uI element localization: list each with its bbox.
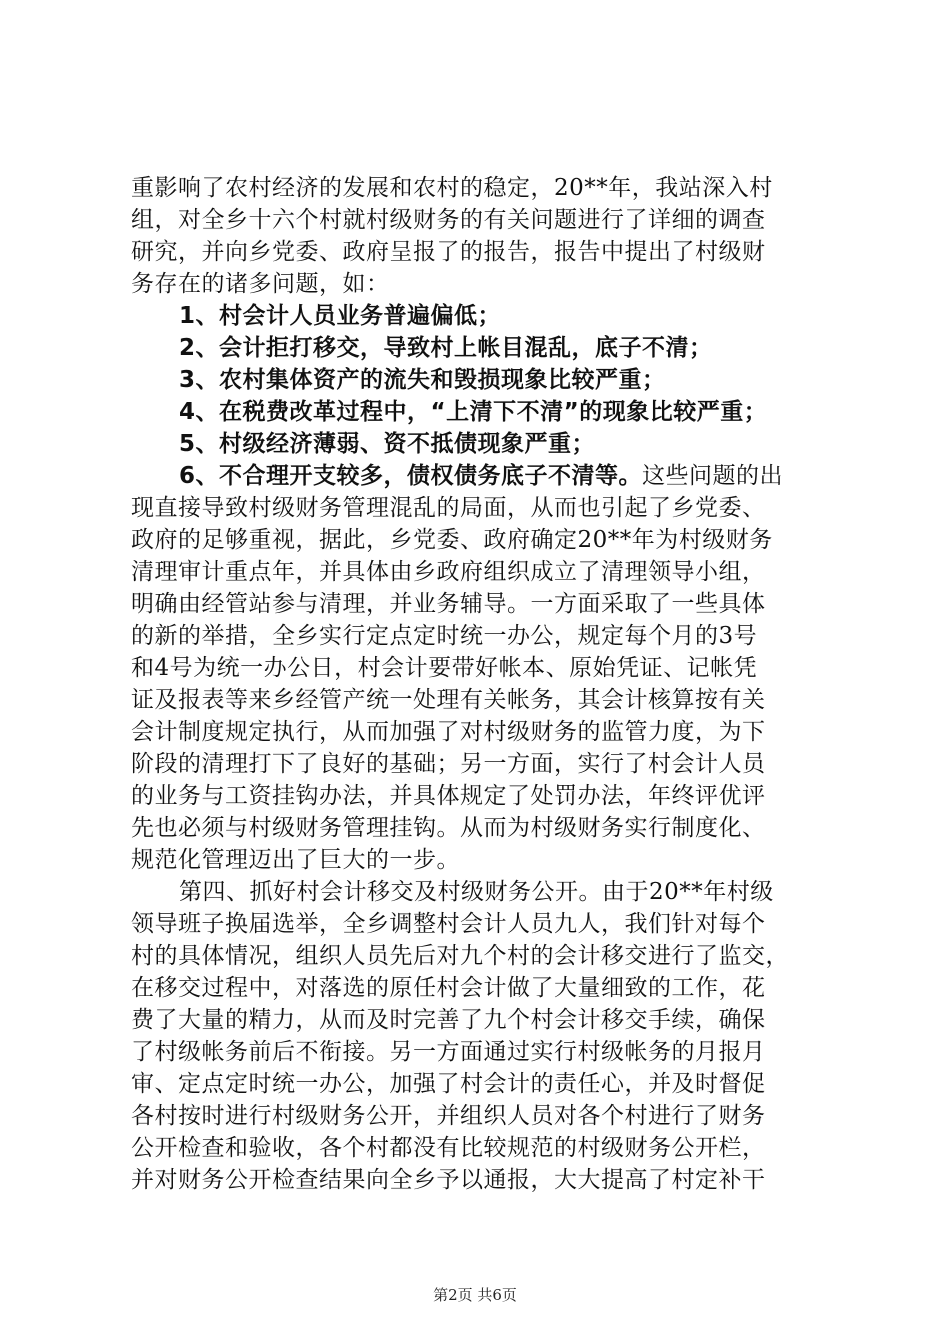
text-line bbox=[131, 268, 821, 300]
list-item-text: 6、不合理开支较多，债权债务底子不清等。 bbox=[179, 463, 643, 489]
text-line bbox=[131, 684, 821, 716]
paragraph-text: 的业务与工资挂钩办法，并具体规定了处罚办法，年终评优评 bbox=[131, 783, 766, 809]
list-item-text: 5、村级经济薄弱、资不抵债现象严重； bbox=[179, 431, 596, 457]
text-line bbox=[131, 172, 821, 204]
text-line bbox=[131, 972, 821, 1004]
text-line bbox=[131, 492, 821, 524]
text-line bbox=[131, 620, 821, 652]
paragraph-text: 明确由经管站参与清理，并业务辅导。一方面采取了一些具体 bbox=[131, 591, 766, 617]
text-line bbox=[131, 1100, 821, 1132]
text-line bbox=[131, 460, 821, 492]
text-line bbox=[131, 940, 821, 972]
paragraph-text: 村的具体情况，组织人员先后对九个村的会计移交进行了监交， bbox=[131, 943, 789, 969]
text-line bbox=[131, 748, 821, 780]
paragraph-text: 这些问题的出 bbox=[642, 463, 784, 489]
text-line bbox=[131, 876, 821, 908]
text-line bbox=[131, 588, 821, 620]
paragraph-text: 领导班子换届选举，全乡调整村会计人员九人，我们针对每个 bbox=[131, 911, 766, 937]
paragraph-text: 的新的举措，全乡实行定点定时统一办公，规定每个月的3号 bbox=[131, 623, 758, 649]
paragraph-text: 会计制度规定执行，从而加强了对村级财务的监管力度，为下 bbox=[131, 719, 766, 745]
list-item-text: 4、在税费改革过程中，“上清下不清”的现象比较严重； bbox=[179, 399, 768, 425]
text-line bbox=[131, 332, 821, 364]
list-item-text: 3、农村集体资产的流失和毁损现象比较严重； bbox=[179, 367, 666, 393]
paragraph-text: 清理审计重点年，并具体由乡政府组织成立了清理领导小组， bbox=[131, 559, 766, 585]
paragraph-text: 现直接导致村级财务管理混乱的局面，从而也引起了乡党委、 bbox=[131, 495, 766, 521]
paragraph-text: 研究，并向乡党委、政府呈报了的报告，报告中提出了村级财 bbox=[131, 239, 766, 265]
paragraph-text: 审、定点定时统一办公，加强了村会计的责任心，并及时督促 bbox=[131, 1071, 766, 1097]
paragraph-text: 公开检查和验收，各个村都没有比较规范的村级财务公开栏， bbox=[131, 1135, 766, 1161]
text-line bbox=[131, 1132, 821, 1164]
paragraph-text: 了村级帐务前后不衔接。另一方面通过实行村级帐务的月报月 bbox=[131, 1039, 766, 1065]
text-line bbox=[131, 908, 821, 940]
text-line bbox=[131, 300, 821, 332]
paragraph-text: 和4号为统一办公日，村会计要带好帐本、原始凭证、记帐凭 bbox=[131, 655, 758, 681]
paragraph-text: 各村按时进行村级财务公开，并组织人员对各个村进行了财务 bbox=[131, 1103, 766, 1129]
paragraph-text: 证及报表等来乡经管产统一处理有关帐务，其会计核算按有关 bbox=[131, 687, 766, 713]
paragraph-text: 第四、抓好村会计移交及村级财务公开。由于20**年村级 bbox=[179, 879, 774, 905]
text-line bbox=[131, 204, 821, 236]
paragraph-text: 在移交过程中，对落选的原任村会计做了大量细致的工作，花 bbox=[131, 975, 766, 1001]
text-line bbox=[131, 396, 821, 428]
text-line bbox=[131, 1164, 821, 1196]
paragraph-text: 组，对全乡十六个村就村级财务的有关问题进行了详细的调查 bbox=[131, 207, 766, 233]
text-line bbox=[131, 524, 821, 556]
text-line bbox=[131, 812, 821, 844]
text-line bbox=[131, 1004, 821, 1036]
text-line bbox=[131, 780, 821, 812]
text-line bbox=[131, 844, 821, 876]
text-line bbox=[131, 1068, 821, 1100]
list-item-text: 2、会计拒打移交，导致村上帐目混乱，底子不清； bbox=[179, 335, 713, 361]
paragraph-text: 阶段的清理打下了良好的基础；另一方面，实行了村会计人员 bbox=[131, 751, 766, 777]
paragraph-text: 务存在的诸多问题，如： bbox=[131, 271, 390, 297]
text-line bbox=[131, 652, 821, 684]
text-line bbox=[131, 716, 821, 748]
paragraph-text: 费了大量的精力，从而及时完善了九个村会计移交手续，确保 bbox=[131, 1007, 766, 1033]
paragraph-text: 规范化管理迈出了巨大的一步。 bbox=[131, 847, 460, 873]
text-line bbox=[131, 236, 821, 268]
paragraph-text: 并对财务公开检查结果向全乡予以通报，大大提高了村定补干 bbox=[131, 1167, 766, 1193]
text-line bbox=[131, 428, 821, 460]
text-line bbox=[131, 556, 821, 588]
text-line bbox=[131, 364, 821, 396]
text-line bbox=[131, 1036, 821, 1068]
page-footer: 第2页 共6页 bbox=[433, 1286, 517, 1304]
list-item-text: 1、村会计人员业务普遍偏低； bbox=[179, 303, 502, 329]
paragraph-text: 政府的足够重视，据此，乡党委、政府确定20**年为村级财务 bbox=[131, 527, 773, 553]
paragraph-text: 先也必须与村级财务管理挂钩。从而为村级财务实行制度化、 bbox=[131, 815, 766, 841]
paragraph-text: 重影响了农村经济的发展和农村的稳定，20**年，我站深入村 bbox=[131, 175, 773, 201]
document-body bbox=[131, 172, 821, 1196]
